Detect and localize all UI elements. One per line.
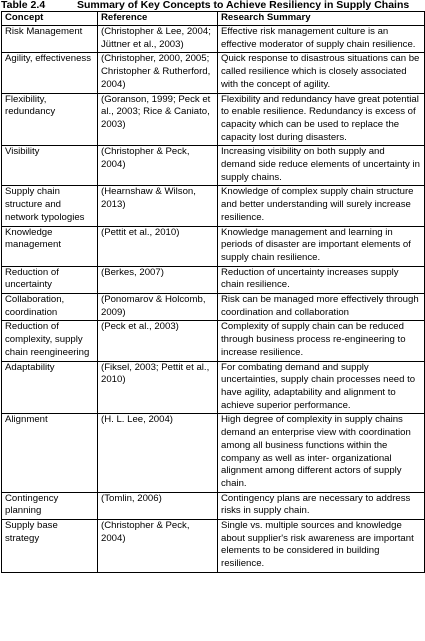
table-row: [2, 186, 425, 226]
table-row: [2, 53, 425, 93]
summary-cell: Contingency plans are necessary to address risks in supply chain.: [218, 492, 425, 519]
table-row: [2, 492, 425, 519]
concept-cell: Agility, effectiveness: [2, 53, 98, 93]
concept-cell: Knowledge management: [2, 226, 98, 266]
reference-cell: (Pettit et al., 2010): [98, 226, 218, 266]
concept-cell: Flexibility, redundancy: [2, 93, 98, 146]
table-row: [2, 93, 425, 146]
concept-cell: Supply base strategy: [2, 520, 98, 573]
table-row: [2, 414, 425, 492]
concepts-table: [1, 11, 425, 573]
summary-cell: Reduction of uncertainty increases supply chain resilience.: [218, 266, 425, 293]
summary-cell: High degree of complexity in supply chains demand an enterprise view with coordination among all business functions within the company as well as inter- organizational alignment among different actors of supply chain.: [218, 414, 425, 492]
table-caption: [0, 0, 425, 11]
reference-cell: (Christopher & Peck, 2004): [98, 520, 218, 573]
reference-cell: (Hearnshaw & Wilson, 2013): [98, 186, 218, 226]
summary-cell: Single vs. multiple sources and knowledge about supplier's risk awareness are important elements to be considered in building resilience.: [218, 520, 425, 573]
reference-cell: (Berkes, 2007): [98, 266, 218, 293]
reference-cell: (Peck et al., 2003): [98, 321, 218, 361]
table-body: [2, 26, 425, 573]
summary-cell: Flexibility and redundancy have great potential to enable resilience. Redundancy is excess of capacity which can be used to replace the capacity lost during disasters.: [218, 93, 425, 146]
summary-cell: Quick response to disastrous situations can be called resilience which is closely associated with the concept of agility.: [218, 53, 425, 93]
summary-cell: Increasing visibility on both supply and demand side reduce elements of uncertainty in supply chains.: [218, 146, 425, 186]
table-row: [2, 361, 425, 414]
summary-cell: Risk can be managed more effectively through coordination and collaboration: [218, 294, 425, 321]
concept-cell: Risk Management: [2, 26, 98, 53]
header-row: [2, 12, 425, 26]
concept-cell: Alignment: [2, 414, 98, 492]
reference-cell: (Goranson, 1999; Peck et al., 2003; Rice & Caniato, 2003): [98, 93, 218, 146]
summary-cell: Complexity of supply chain can be reduced through business process re-engineering to increase resilience.: [218, 321, 425, 361]
header-research-summary: Research Summary: [218, 12, 425, 26]
concept-cell: Reduction of uncertainty: [2, 266, 98, 293]
concept-cell: Visibility: [2, 146, 98, 186]
concept-cell: Adaptability: [2, 361, 98, 414]
concept-cell: Collaboration, coordination: [2, 294, 98, 321]
reference-cell: (Christopher, 2000, 2005; Christopher & Rutherford, 2004): [98, 53, 218, 93]
summary-cell: Knowledge of complex supply chain structure and better understanding will surely increase resilience.: [218, 186, 425, 226]
concept-cell: Contingency planning: [2, 492, 98, 519]
table-row: [2, 26, 425, 53]
reference-cell: (Christopher & Lee, 2004; Jüttner et al., 2003): [98, 26, 218, 53]
reference-cell: (Christopher & Peck, 2004): [98, 146, 218, 186]
reference-cell: (Ponomarov & Holcomb, 2009): [98, 294, 218, 321]
header-concept: Concept: [2, 12, 98, 26]
reference-cell: (Fiksel, 2003; Pettit et al., 2010): [98, 361, 218, 414]
summary-cell: Effective risk management culture is an effective moderator of supply chain resilience.: [218, 26, 425, 53]
table-row: [2, 226, 425, 266]
table-number: Table 2.4: [1, 0, 46, 11]
summary-cell: Knowledge management and learning in periods of disaster are important elements of supply chain resilience.: [218, 226, 425, 266]
table-row: [2, 266, 425, 293]
table-title: Summary of Key Concepts to Achieve Resiliency in Supply Chains: [77, 0, 410, 11]
table-row: [2, 294, 425, 321]
concept-cell: Supply chain structure and network typologies: [2, 186, 98, 226]
reference-cell: (H. L. Lee, 2004): [98, 414, 218, 492]
reference-cell: (Tomlin, 2006): [98, 492, 218, 519]
summary-cell: For combating demand and supply uncertainties, supply chain processes need to have agility, adaptability and alignment to achieve superior performance.: [218, 361, 425, 414]
table-row: [2, 321, 425, 361]
table-row: [2, 520, 425, 573]
table-row: [2, 146, 425, 186]
header-reference: Reference: [98, 12, 218, 26]
concept-cell: Reduction of complexity, supply chain reengineering: [2, 321, 98, 361]
